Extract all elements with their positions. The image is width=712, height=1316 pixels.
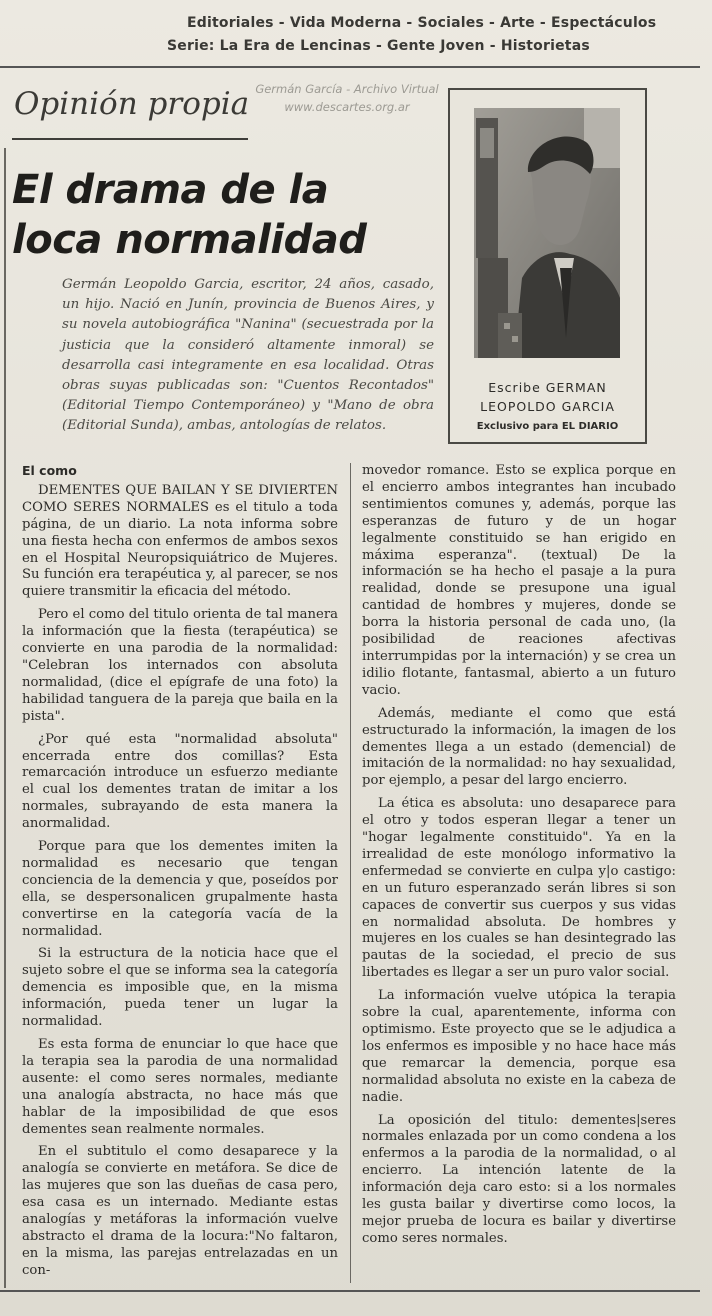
watermark-archive-name: Germán García - Archivo Virtual — [255, 82, 439, 96]
column-divider — [350, 463, 351, 1283]
subhead: El como — [22, 463, 77, 478]
section-rule — [12, 138, 248, 140]
photo-caption — [460, 378, 635, 432]
paragraph: Porque para que los dementes imiten la normalidad es necesario que tengan conciencia de la demencia y que, poseídos por ella, se despersonalicen grupalmente hasta convertirse en la categoría vacía de la normalidad. — [22, 839, 338, 939]
section-title: Opinión propia — [14, 86, 250, 122]
author-intro: Germán Leopoldo Garcia, escritor, 24 años, casado, un hijo. Nació en Junín, provincia de Buenos Aires, y su novela autobiográfica "Nanina" (secuestrada por la justicia que la consideró altamente inmoral) se desarrolla casi integramente en esa localidad. Otras obras suyas publicadas son: "Cuentos Recontados" (Editorial Tiempo Contemporáneo) y "Mano de obra (Editorial Sunda), ambas, antologías de relatos. — [62, 277, 434, 434]
paragraph: Si la estructura de la noticia hace que el sujeto sobre el que se informa sea la categoría demencia es imposible que, en la misma información, pueda tener un lugar la normalidad. — [22, 946, 338, 1030]
paragraph: La ética es absoluta: uno desaparece para el otro y todos esperan llegar a tener un "hogar legalmente constituido". Ya en la irrealidad de este monólogo informativo la enfermedad se convierte en culpa y|o castigo: en un futuro esperanzado serán libres si son capaces de convertir sus cuerpos y sus vidas en normalidad absoluta. De hombres y mujeres en los cuales se han desintegrado las pautas de la sociedad, el precio de sus libertades es llegar a ser un puro valor social. — [362, 796, 676, 981]
paragraph: Además, mediante el como que está estructurado la información, la imagen de los dementes llega a un estado (demencial) de imitación de la normalidad: no hay sexualidad, por ejemplo, a pesar del largo encierro. — [362, 705, 676, 789]
headline-line-2: loca normalidad — [12, 217, 367, 263]
article-column-left — [22, 463, 338, 1286]
caption-byline-2: LEOPOLDO GARCIA — [480, 399, 615, 414]
paragraph: La oposición del titulo: dementes|seres normales enlazada por un como condena a los enfermos a la parodia de la normalidad, o al encierro. La intención latente de la información deja caro esto: si a los normales les gusta bailar y divertirse como locos, la mejor prueba de locura es bailar y divertirse como seres normales. — [362, 1112, 676, 1246]
bottom-rule — [0, 1290, 700, 1292]
paragraph: En el subtitulo el como desaparece y la analogía se convierte en metáfora. Se dice de las mujeres que son las dueñas de casa pero, esa casa es un internado. Mediante estas analogías y metáforas la información vuelve abstracto el drama de la locura:"No faltaron, en la misma, las parejas entrelazadas en un con- — [22, 1144, 338, 1278]
paragraph: DEMENTES QUE BAILAN Y SE DIVIERTEN COMO SERES NORMALES es el titulo a toda página, de un diario. La nota informa sobre una fiesta hecha con enfermos de ambos sexos en el Hospital Neuropsiquiátrico de Mujeres. Su función era terapéutica y, al parecer, se nos quiere transmitir la eficacia del método. — [22, 482, 338, 600]
author-portrait-image — [474, 108, 620, 358]
article-column-right — [362, 463, 676, 1254]
paragraph: ¿Por qué esta "normalidad absoluta" encerrada entre dos comillas? Esta remarcación introduce un esfuerzo mediante el cual los dementes tratan de imitar a los normales, subrayando de esta manera la anormalidad. — [22, 731, 338, 832]
paragraph: Es esta forma de enunciar lo que hace que la terapia sea la parodia de una normalidad ausente: el como seres normales, mediante una analogía abstracta, no hace más que hablar de la imposibilidad de que esos dementes sean realmente normales. — [22, 1037, 338, 1137]
headline-line-1: El drama de la — [12, 167, 329, 213]
paragraph: La información vuelve utópica la terapia sobre la cual, aparentemente, informa con optimismo. Este proyecto que se le adjudica a los enfermos es imposible y no hace hace más que remarcar la demencia, porque esa normalidad absoluta no existe en la cabeza de nadie. — [362, 988, 676, 1105]
caption-byline-1: Escribe GERMAN — [488, 380, 607, 395]
author-photo — [474, 108, 620, 358]
caption-exclusive: Exclusivo para EL DIARIO — [476, 421, 619, 432]
top-rule — [0, 66, 700, 68]
archive-watermark — [242, 80, 452, 116]
paragraph: Pero el como del titulo orienta de tal manera la información que la fiesta (terapéutica) se convierte en una parodia de la normalidad: "Celebran los internados con absoluta normalidad, (dice el epígrafe de una foto) la habilidad tanguera de la pareja que baila en la pista". — [22, 607, 338, 724]
left-border-rule — [4, 148, 6, 1288]
header-series-line: Serie: La Era de Lencinas - Gente Joven - Historietas — [167, 38, 590, 54]
author-photo-box — [448, 88, 647, 444]
article-headline — [12, 165, 366, 265]
watermark-url: www.descartes.org.ar — [284, 100, 410, 114]
header-sections-line: Editoriales - Vida Moderna - Sociales - Arte - Espectáculos — [187, 15, 657, 31]
paragraph: movedor romance. Esto se explica porque en el encierro ambos integrantes han incubado sentimientos comunes y, además, porque las esperanzas de futuro y de un hogar legalmente constituido se han erigido en máxima esperanza". (textual) De la información se ha hecho el pasaje a la pura realidad, donde se presupone una igual cantidad de hombres y mujeres, donde se borra la historia personal de cada uno, (la posibilidad de reaciones afectivas interrumpidas por la internación) y se crea un idilio flotante, fantasmal, abierto a un futuro vacio. — [362, 463, 676, 698]
